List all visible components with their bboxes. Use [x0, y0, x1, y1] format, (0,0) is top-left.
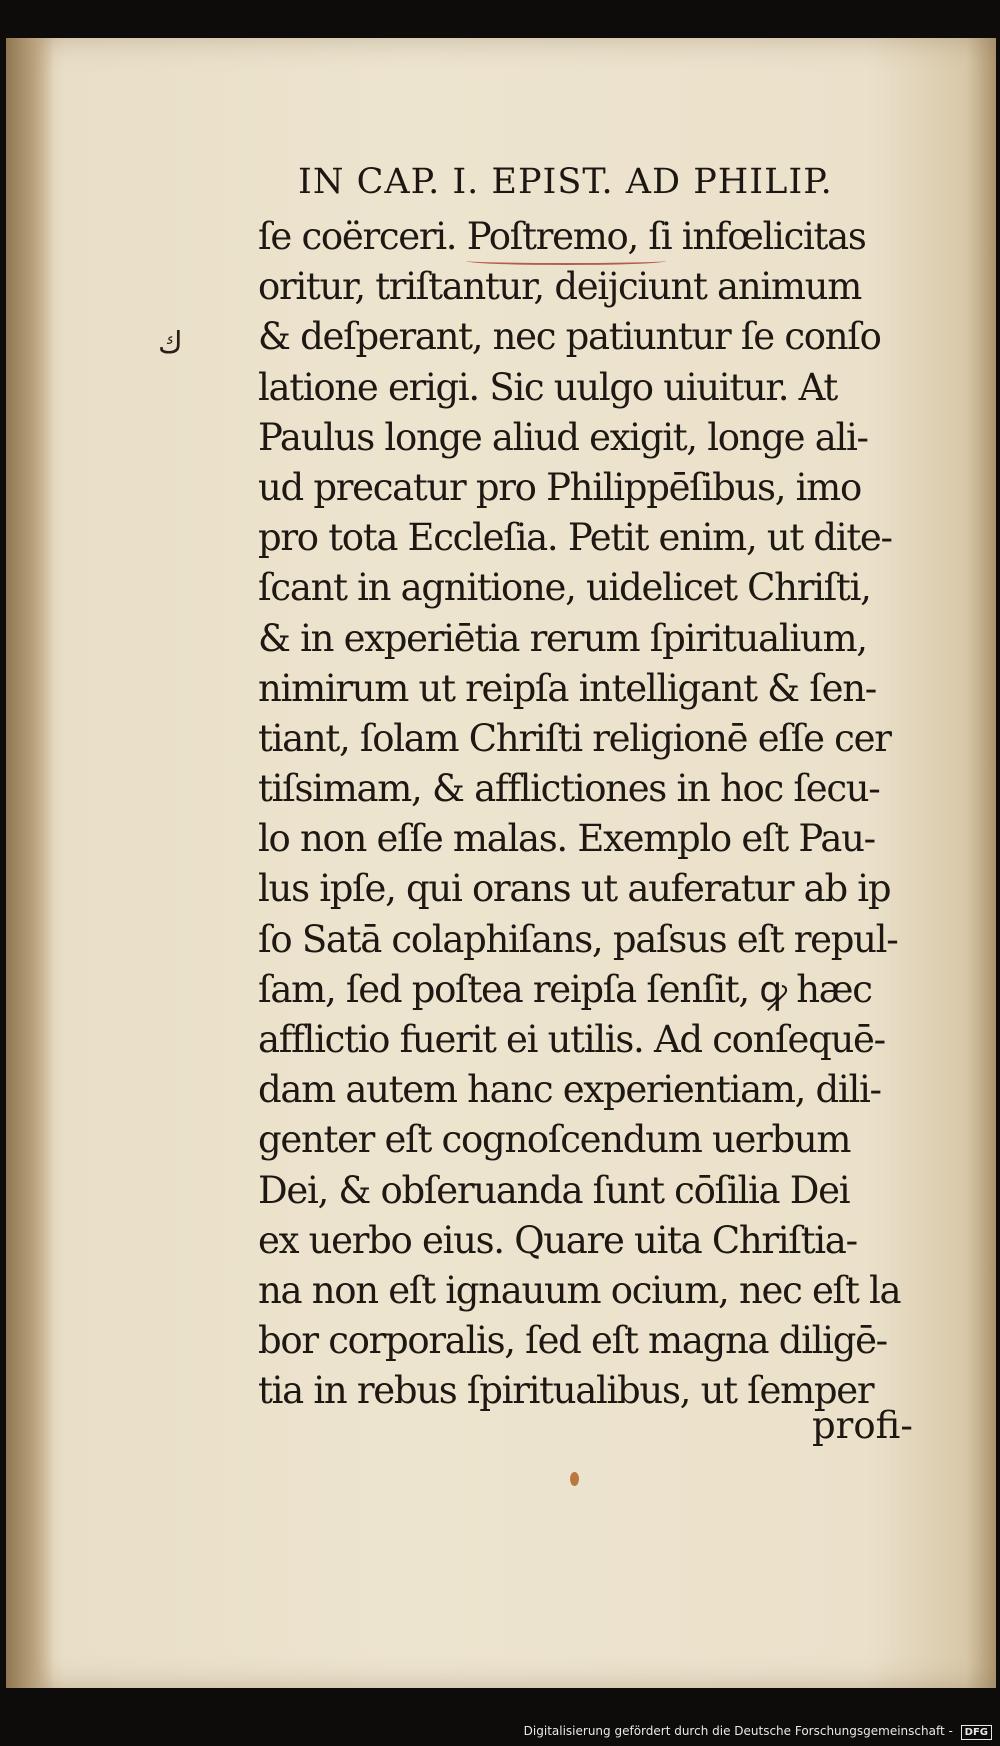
text-line: latione erigi. Sic uulgo uiuitur. At — [258, 365, 838, 409]
text-line: nimirum ut reipſa intelligant & ſen- — [258, 666, 876, 710]
catchword: profi- — [812, 1404, 913, 1447]
page-gutter-shadow — [6, 38, 54, 1688]
text-line: genter eſt cognoſcendum uerbum — [258, 1118, 851, 1162]
text-line: & in experiētia rerum ſpiritualium, — [258, 616, 867, 660]
text-line: lo non eſſe malas. Exemplo eſt Pau- — [258, 817, 875, 861]
text-line: bor corporalis, ſed eſt magna diligē- — [258, 1319, 887, 1363]
main-text-block — [258, 212, 918, 1417]
ink-stain — [570, 1472, 579, 1486]
digitization-credit — [524, 1724, 992, 1740]
text-line: ſo Satā colaphiſans, paſsus eſt repul- — [258, 917, 898, 961]
text-line: Dei, & obſeruanda ſunt cōſilia Dei — [258, 1168, 850, 1212]
text-line: oritur, triſtantur, deijciunt animum — [258, 265, 861, 309]
text-line: ſam, ſed poſtea reipſa ſenſit, ꝙ hæc — [258, 967, 872, 1011]
text-line: dam autem hanc experientiam, dili- — [258, 1068, 881, 1112]
text-line: & deſperant, nec patiuntur ſe conſo — [258, 315, 881, 359]
marginal-note: ك — [158, 326, 183, 361]
running-head: IN CAP. I. EPIST. AD PHILIP. — [298, 162, 833, 202]
text-line: ud precatur pro Philippēſibus, imo — [258, 465, 861, 509]
dfg-logo-icon: DFG — [961, 1725, 992, 1740]
text-line: Paulus longe aliud exigit, longe ali- — [258, 415, 868, 459]
text-line: lus ipſe, qui orans ut auferatur ab ip — [258, 867, 891, 911]
text-line: tiſsimam, & afflictiones in hoc ſecu- — [258, 767, 880, 811]
text-line: ſe coërceri. Poſtremo, ſi infœlicitas — [258, 215, 866, 258]
credit-text: Digitalisierung gefördert durch die Deutsche Forschungsgemeinschaft - — [523, 1724, 953, 1738]
text-line: pro tota Eccleſia. Petit enim, ut dite- — [258, 516, 892, 560]
text-line: tiant, ſolam Chriſti religionē eſſe cer — [258, 716, 891, 760]
text-line: ſcant in agnitione, uidelicet Chriſti, — [258, 566, 871, 610]
text-line: na non eſt ignauum ocium, nec eſt la — [258, 1268, 901, 1312]
text-line: afflictio fuerit ei utilis. Ad conſequē- — [258, 1018, 885, 1061]
text-line: ex uerbo eius. Quare uita Chriſtia- — [258, 1218, 857, 1262]
text-line: tia in rebus ſpiritualibus, ut ſemper — [258, 1369, 874, 1413]
